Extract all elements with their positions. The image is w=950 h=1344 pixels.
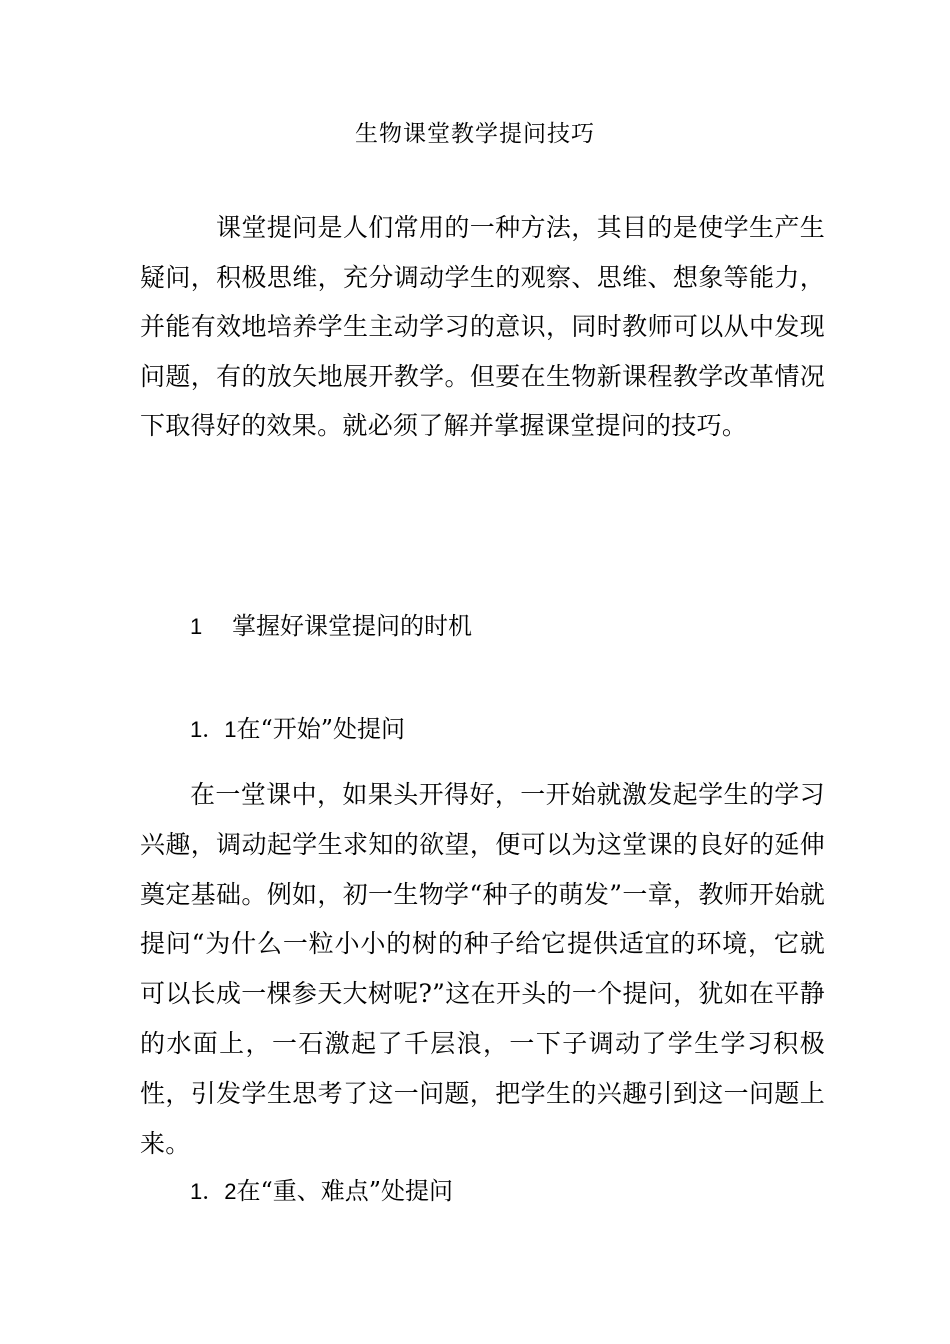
subsection-1-2-title: 在“重、难点”处提问 [236, 1177, 454, 1205]
section-1-title: 掌握好课堂提问的时机 [232, 612, 472, 640]
document-title: 生物课堂教学提问技巧 [355, 121, 595, 147]
subsection-1-1-body: 在一堂课中，如果头开得好，一开始就激发起学生的学习兴趣，调动起学生求知的欲望，便可以为这堂课的良好的延伸奠定基础。例如，初一生物学“种子的萌发”一章，教师开始就提问“为什么一粒小小的树的种子给它提供适宜的环境，它就可以长成一棵参天大树呢?”这在开头的一个提问，犹如在平静的水面上，一石激起了千层浪，一下子调动了学生学习积极性，引发学生思考了这一问题，把学生的兴趣引到这一问题上来。 [140, 780, 825, 1158]
subsection-1-2-heading [190, 1175, 453, 1208]
intro-paragraph: 课堂提问是人们常用的一种方法，其目的是使学生产生疑问，积极思维，充分调动学生的观察、思维、想象等能力，并能有效地培养学生主动学习的意识，同时教师可以从中发现问题，有的放矢地展开教学。但要在生物新课程教学改革情况下取得好的效果。就必须了解并掌握课堂提问的技巧。 [140, 213, 825, 440]
subsection-1-1-title: 在“开始”处提问 [236, 715, 406, 743]
subsection-1-2-number: 1．2 [190, 1179, 237, 1204]
section-1-number: 1 [190, 614, 203, 639]
subsection-1-1-heading [190, 713, 405, 746]
section-1-heading [190, 610, 472, 643]
subsection-1-1-number: 1．1 [190, 717, 237, 742]
